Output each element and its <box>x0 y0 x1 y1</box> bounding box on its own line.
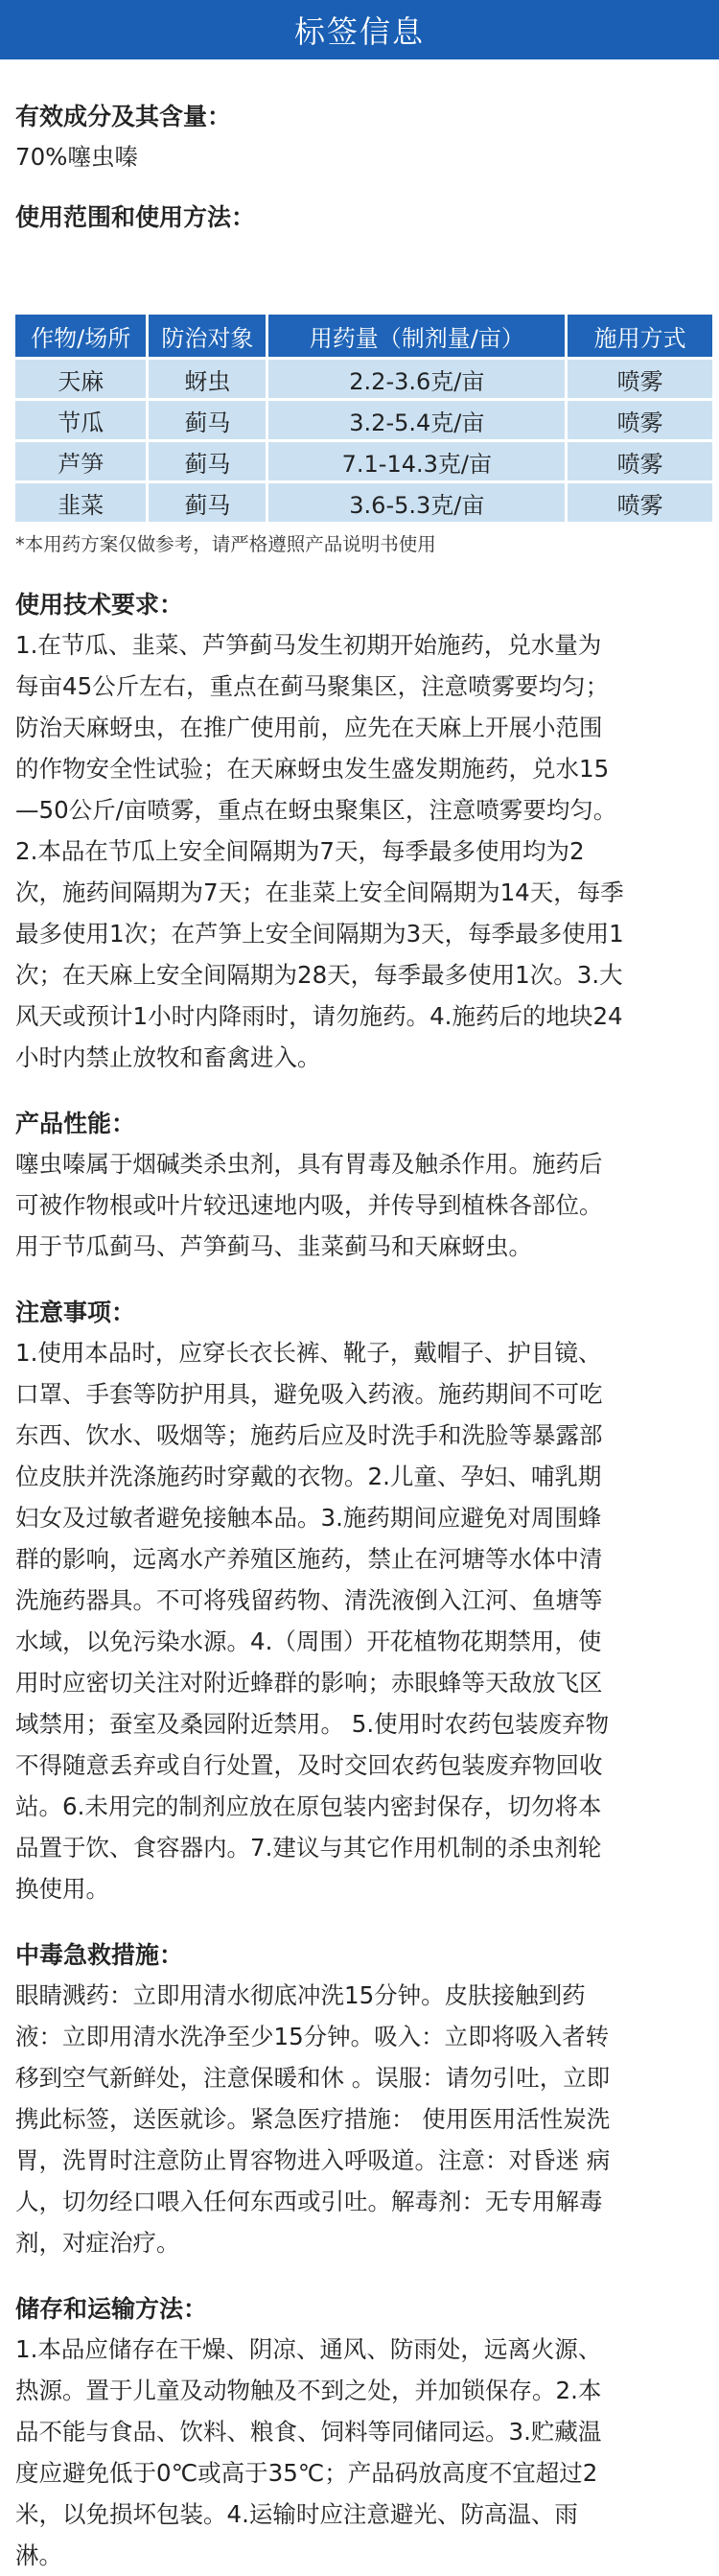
text-line: 风天或预计1小时内降雨时，请勿施药。4.施药后的地块24 <box>15 1002 623 1030</box>
text-line: 口罩、手套等防护用具，避免吸入药液。施药期间不可吃 <box>15 1380 603 1408</box>
table-cell: 节瓜 <box>15 401 146 439</box>
technical-requirements-heading: 使用技术要求： <box>15 591 184 619</box>
text-line: 的作物安全性试验；在天麻蚜虫发生盛发期施药，兑水15 <box>15 755 610 783</box>
table-cell: 芦笋 <box>15 442 146 480</box>
dosage-table-header-row <box>15 315 712 357</box>
text-line: 液：立即用清水洗净至少15分钟。吸入：立即将吸入者转 <box>15 2023 610 2050</box>
text-line: 小时内禁止放牧和畜禽进入。 <box>15 1043 321 1071</box>
text-line: 移到空气新鲜处，注意保暖和休 。误服：请勿引吐，立即 <box>15 2064 611 2092</box>
table-cell: 2.2-3.6克/亩 <box>268 360 565 398</box>
text-line: 位皮肤并洗涤施药时穿戴的衣物。2.儿童、孕妇、哺乳期 <box>15 1463 602 1490</box>
dosage-table <box>12 312 715 525</box>
table-cell: 喷雾 <box>568 401 712 439</box>
product-performance-section <box>15 1105 704 1267</box>
text-line: 站。6.未用完的制剂应放在原包装内密封保存，切勿将本 <box>15 1792 602 1820</box>
table-cell: 喷雾 <box>568 483 712 522</box>
label-content <box>0 98 719 2576</box>
text-line: 东西、饮水、吸烟等；施药后应及时洗手和洗脸等暴露部 <box>15 1421 603 1449</box>
precautions-heading: 注意事项： <box>15 1299 136 1326</box>
text-line: 携此标签，送医就诊。紧急医疗措施： 使用医用活性炭洗 <box>15 2105 611 2133</box>
page-header <box>0 0 719 59</box>
text-line: 米，以免损坏包装。4.运输时应注意避光、防高温、雨 <box>15 2500 578 2528</box>
table-cell: 蓟马 <box>149 442 266 480</box>
text-line: 换使用。 <box>15 1875 109 1903</box>
table-cell: 3.6-5.3克/亩 <box>268 483 565 522</box>
text-line: 域禁用；蚕室及桑园附近禁用。 5.使用时农药包装废弃物 <box>15 1710 610 1738</box>
technical-requirements-text <box>15 624 704 1078</box>
storage-transport-text <box>15 2329 704 2576</box>
table-cell: 蓟马 <box>149 401 266 439</box>
text-line: —50公斤/亩喷雾，重点在蚜虫聚集区，注意喷雾要均匀。 <box>15 796 617 824</box>
text-line: 用于节瓜蓟马、芦笋蓟马、韭菜蓟马和天麻蚜虫。 <box>15 1232 532 1260</box>
text-line: 热源。置于儿童及动物触及不到之处，并加锁保存。2.本 <box>15 2377 602 2404</box>
first-aid-text <box>15 1975 704 2263</box>
text-line: 次；在天麻上安全间隔期为28天，每季最多使用1次。3.大 <box>15 961 623 989</box>
text-line: 胃，洗胃时注意防止胃容物进入呼吸道。注意：对昏迷 病 <box>15 2146 611 2174</box>
text-line: 噻虫嗪属于烟碱类杀虫剂，具有胃毒及触杀作用。施药后 <box>15 1150 603 1178</box>
text-line: 最多使用1次；在芦笋上安全间隔期为3天，每季最多使用1 <box>15 920 624 948</box>
text-line: 品置于饮、食容器内。7.建议与其它作用机制的杀虫剂轮 <box>15 1834 602 1862</box>
precautions-text <box>15 1332 704 1909</box>
text-line: 每亩45公斤左右，重点在蓟马聚集区，注意喷雾要均匀； <box>15 672 610 700</box>
usage-scope-heading: 使用范围和使用方法： <box>15 203 256 231</box>
page-title: 标签信息 <box>293 13 425 50</box>
table-row <box>15 360 712 398</box>
text-line: 2.本品在节瓜上安全间隔期为7天，每季最多使用均为2 <box>15 837 585 865</box>
table-cell: 韭菜 <box>15 483 146 522</box>
text-line: 不得随意丢弃或自行处置，及时交回农药包装废弃物回收 <box>15 1751 603 1779</box>
precautions-section <box>15 1294 704 1909</box>
ingredient-section <box>15 98 704 177</box>
column-header-target: 防治对象 <box>149 315 266 357</box>
usage-note: *本用药方案仅做参考，请严格遵照产品说明书使用 <box>15 533 436 555</box>
product-performance-heading: 产品性能： <box>15 1110 136 1137</box>
text-line: 可被作物根或叶片较迅速地内吸，并传导到植株各部位。 <box>15 1191 603 1219</box>
text-line: 1.本品应储存在干燥、阴凉、通风、防雨处，远离火源、 <box>15 2335 602 2363</box>
table-cell: 蚜虫 <box>149 360 266 398</box>
first-aid-section <box>15 1936 704 2263</box>
text-line: 用时应密切关注对附近蜂群的影响；赤眼蜂等天敌放飞区 <box>15 1669 603 1697</box>
table-row <box>15 401 712 439</box>
table-cell: 天麻 <box>15 360 146 398</box>
storage-transport-section <box>15 2290 704 2576</box>
storage-transport-heading: 储存和运输方法： <box>15 2295 208 2323</box>
column-header-dosage: 用药量（制剂量/亩） <box>268 315 565 357</box>
product-performance-text <box>15 1143 704 1267</box>
text-line: 水域，以免污染水源。4.（周围）开花植物花期禁用，使 <box>15 1628 602 1655</box>
text-line: 次，施药间隔期为7天；在韭菜上安全间隔期为14天，每季 <box>15 878 624 906</box>
first-aid-heading: 中毒急救措施： <box>15 1941 184 1969</box>
table-row <box>15 483 712 522</box>
text-line: 剂，对症治疗。 <box>15 2229 180 2257</box>
text-line: 防治天麻蚜虫，在推广使用前，应先在天麻上开展小范围 <box>15 714 603 741</box>
column-header-method: 施用方式 <box>568 315 712 357</box>
text-line: 品不能与食品、饮料、粮食、饲料等同储同运。3.贮藏温 <box>15 2418 602 2446</box>
text-line: 洗施药器具。不可将残留药物、清洗液倒入江河、鱼塘等 <box>15 1586 603 1614</box>
text-line: 淋。 <box>15 2541 62 2569</box>
table-row <box>15 442 712 480</box>
ingredient-heading: 有效成分及其含量： <box>15 103 232 130</box>
table-cell: 3.2-5.4克/亩 <box>268 401 565 439</box>
text-line: 1.使用本品时，应穿长衣长裤、靴子，戴帽子、护目镜、 <box>15 1339 602 1367</box>
table-cell: 蓟马 <box>149 483 266 522</box>
text-line: 眼睛溅药：立即用清水彻底冲洗15分钟。皮肤接触到药 <box>15 1981 586 2009</box>
table-cell: 喷雾 <box>568 442 712 480</box>
column-header-crop: 作物/场所 <box>15 315 146 357</box>
table-cell: 喷雾 <box>568 360 712 398</box>
text-line: 1.在节瓜、韭菜、芦笋蓟马发生初期开始施药，兑水量为 <box>15 631 602 659</box>
technical-requirements-section <box>15 586 704 1078</box>
ingredient-value: 70%噻虫嗪 <box>15 143 138 171</box>
text-line: 度应避免低于0℃或高于35℃；产品码放高度不宜超过2 <box>15 2459 598 2487</box>
text-line: 群的影响，远离水产养殖区施药，禁止在河塘等水体中清 <box>15 1545 603 1573</box>
text-line: 人，切勿经口喂入任何东西或引吐。解毒剂：无专用解毒 <box>15 2188 603 2215</box>
table-cell: 7.1-14.3克/亩 <box>268 442 565 480</box>
usage-scope-section <box>15 199 704 559</box>
text-line: 妇女及过敏者避免接触本品。3.施药期间应避免对周围蜂 <box>15 1504 602 1532</box>
